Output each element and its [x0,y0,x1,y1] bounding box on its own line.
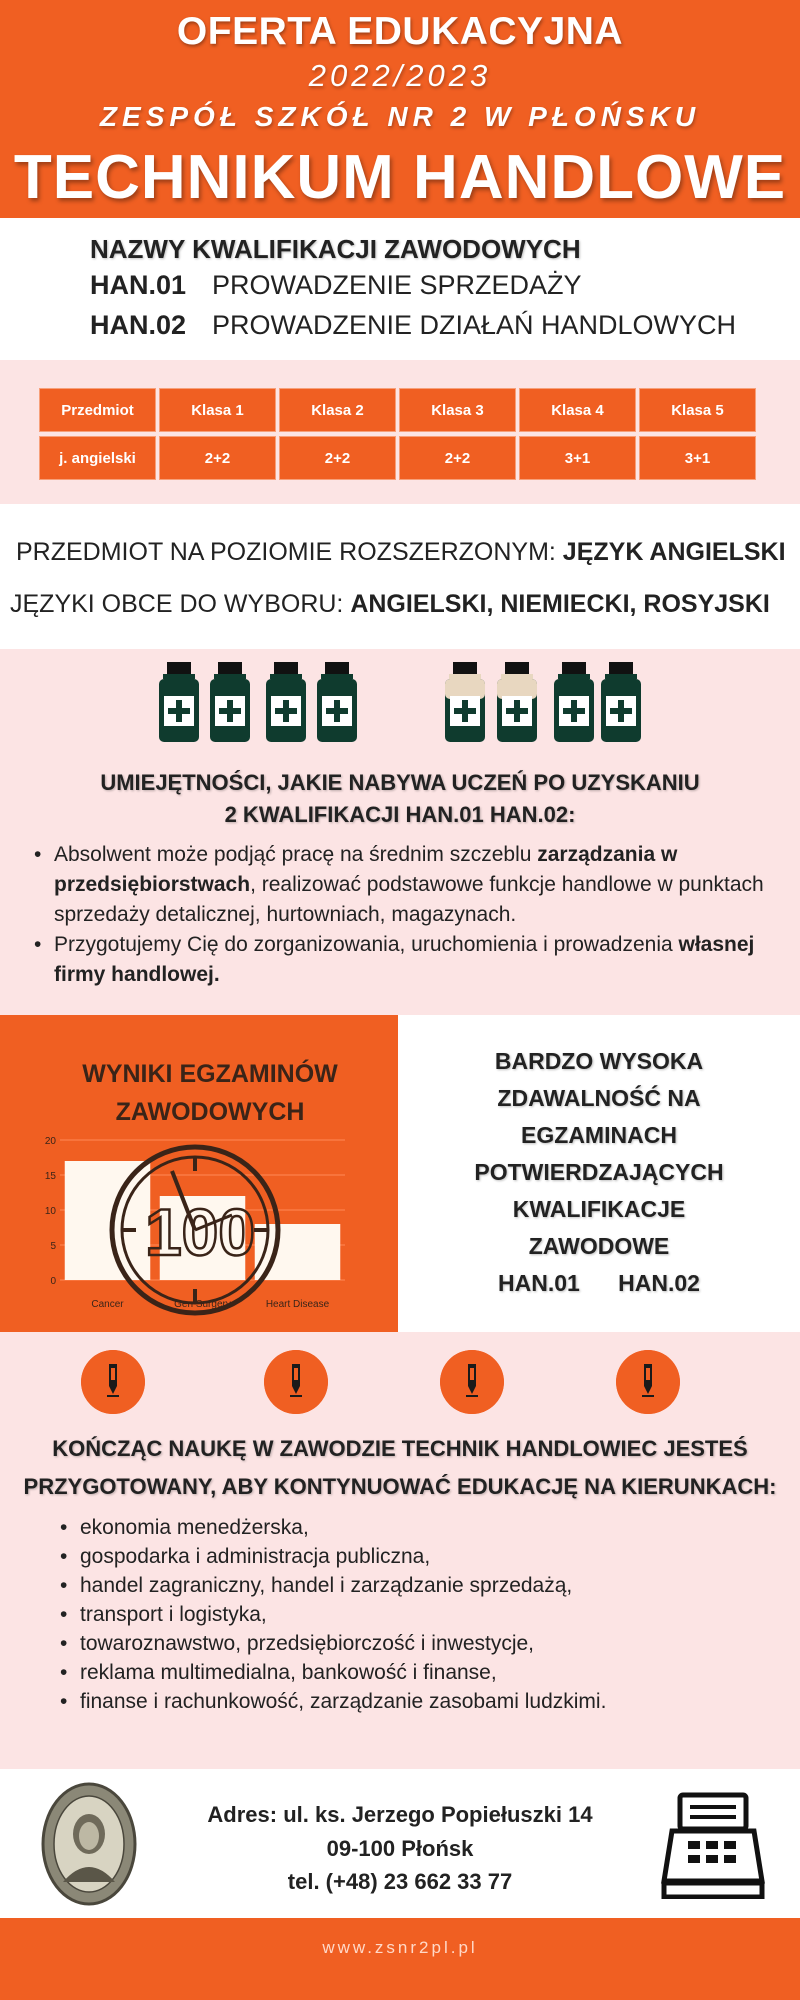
exam-bar-chart [0,1015,398,1332]
qualifications-title: NAZWY KWALIFIKACJI ZAWODOWYCH [90,234,581,264]
table-header-cell: Przedmiot [39,388,156,432]
list-item: • finanse i rachunkowość, zarządzanie zasobami ludzkimi. [60,1687,606,1716]
table-header-cell: Klasa 4 [519,388,636,432]
hours-table [39,388,756,480]
page-title: TECHNIKUM HANDLOWE [13,143,787,212]
qualification-name: PROWADZENIE SPRZEDAŻY [212,270,582,300]
exam-info-line: ZAWODOWE [528,1233,670,1259]
x-tick-label: Cancer [91,1299,124,1310]
list-item: • handel zagraniczny, handel i zarządzanie sprzedażą, [60,1571,606,1600]
y-tick-label: 10 [44,1206,56,1217]
header-banner [0,0,800,218]
studies-title-line: PRZYGOTOWANY, ABY KONTYNUOWAĆ EDUKACJĘ NA KIERUNKACH: [23,1474,777,1499]
exam-info-line: EGZAMINACH [521,1122,677,1148]
bottle-icon [264,662,308,742]
school-year: 2022/2023 [308,58,492,93]
bottle-icon [208,662,252,742]
qualifications-section [0,218,800,360]
skills-section [0,649,800,1015]
pen-icon [81,1350,145,1414]
qualification-name: PROWADZENIE DZIAŁAŃ HANDLOWYCH [212,310,737,340]
table-cell: 2+2 [279,436,396,480]
list-item: • ekonomia menedżerska, [60,1513,606,1542]
qualification-code: HAN.02 [90,310,187,340]
skill-text: Przygotujemy Cię do zorganizowania, uruchomienia i prowadzenia [54,933,679,956]
skill-bold-text: własnej firmy handlowej. [54,933,755,986]
languages-section [0,504,800,649]
offer-title: OFERTA EDUKACYJNA [176,10,624,53]
further-studies-section [0,1332,800,1769]
list-item: • gospodarka i administracja publiczna, [60,1542,606,1571]
skill-text: , realizować podstawowe funkcje handlowe w punktach sprzedaży detalicznej, hurtowniach, magazynach. [54,873,764,926]
website-link[interactable]: www.zsnr2pl.pl [322,1938,478,1957]
pen-icon [440,1350,504,1414]
list-item: • towaroznawstwo, przedsiębiorczość i inwestycje, [60,1629,606,1658]
bottle-icon [315,662,359,742]
table-header-cell: Klasa 5 [639,388,756,432]
exam-info-line: HAN.01 HAN.02 [498,1270,700,1296]
studies-title-line: KOŃCZĄC NAUKĘ W ZAWODZIE TECHNIK HANDLOWIEC JESTEŚ [52,1436,748,1461]
y-tick-label: 5 [50,1241,56,1252]
table-cell: 2+2 [399,436,516,480]
y-tick-label: 15 [44,1171,56,1182]
badge-100: 100 [144,1195,256,1269]
skills-title-line: 2 KWALIFIKACJI HAN.01 HAN.02: [224,802,576,827]
qualification-code: HAN.01 [90,270,187,300]
pen-icon [264,1350,328,1414]
foreign-languages-line [10,590,770,619]
x-tick-label: Gen Surgery [174,1299,231,1310]
exam-chart-title-line: ZAWODOWYCH [115,1098,305,1126]
bottle-icon [552,662,596,742]
y-tick-label: 0 [50,1276,56,1287]
school-name: ZESPÓŁ SZKÓŁ NR 2 W PŁOŃSKU [99,101,701,132]
extended-label: PRZEDMIOT NA POZIOMIE ROZSZERZONYM: [16,538,556,566]
list-item: • reklama multimedialna, bankowość i finanse, [60,1658,606,1687]
qualification-item [90,270,582,301]
exam-info-line: POTWIERDZAJĄCYCH [474,1159,724,1185]
hours-table-section [0,360,800,504]
exam-chart-title-line: WYNIKI EGZAMINÓW [82,1060,338,1088]
school-emblem-icon [41,1782,137,1906]
exam-results-panel [0,1015,398,1332]
pen-icon [616,1350,680,1414]
contact-section [0,1769,800,1918]
extended-subject-line [16,538,786,567]
exam-info-line: BARDZO WYSOKA [494,1048,704,1074]
skill-bold-text: zarządzania w przedsiębiorstwach [54,843,678,896]
y-tick-label: 20 [44,1136,56,1147]
table-header-cell: Klasa 2 [279,388,396,432]
skills-list [34,840,774,990]
bottle-icon [157,662,201,742]
studies-title [0,1430,800,1506]
foreign-label: JĘZYKI OBCE DO WYBORU: [10,590,344,618]
table-cell: 2+2 [159,436,276,480]
table-cell: j. angielski [39,436,156,480]
exam-info-panel [398,1015,800,1332]
skills-title [0,767,800,831]
chart-bar [65,1161,151,1280]
list-item [34,930,774,990]
bottle-icon [599,662,643,742]
extended-value: JĘZYK ANGIELSKI [562,538,786,566]
table-header-cell: Klasa 1 [159,388,276,432]
exam-info-line: ZDAWALNOŚĆ NA [497,1085,701,1111]
bottle-icon [495,662,539,742]
exam-info-line: KWALIFIKACJE [512,1196,686,1222]
table-header-cell: Klasa 3 [399,388,516,432]
bottle-icon [443,662,487,742]
qualification-item [90,310,736,341]
foreign-value: ANGIELSKI, NIEMIECKI, ROSYJSKI [350,590,770,618]
exam-info-text [398,1043,800,1302]
studies-list [60,1513,606,1716]
phone-line: tel. (+48) 23 662 33 77 [287,1869,513,1894]
list-item [34,840,774,930]
address-line: Adres: ul. ks. Jerzego Popiełuszki 14 [207,1802,593,1827]
table-cell: 3+1 [519,436,636,480]
skills-title-line: UMIEJĘTNOŚCI, JAKIE NABYWA UCZEŃ PO UZYSKANIU [100,770,700,795]
skill-text: Absolwent może podjąć pracę na średnim szczeblu [54,843,538,866]
table-cell: 3+1 [639,436,756,480]
city-line: 09-100 Płońsk [326,1836,474,1861]
x-tick-label: Heart Disease [265,1299,330,1310]
list-item: • transport i logistyka, [60,1600,606,1629]
website-footer [0,1918,800,2000]
cash-register-icon [660,1791,766,1899]
